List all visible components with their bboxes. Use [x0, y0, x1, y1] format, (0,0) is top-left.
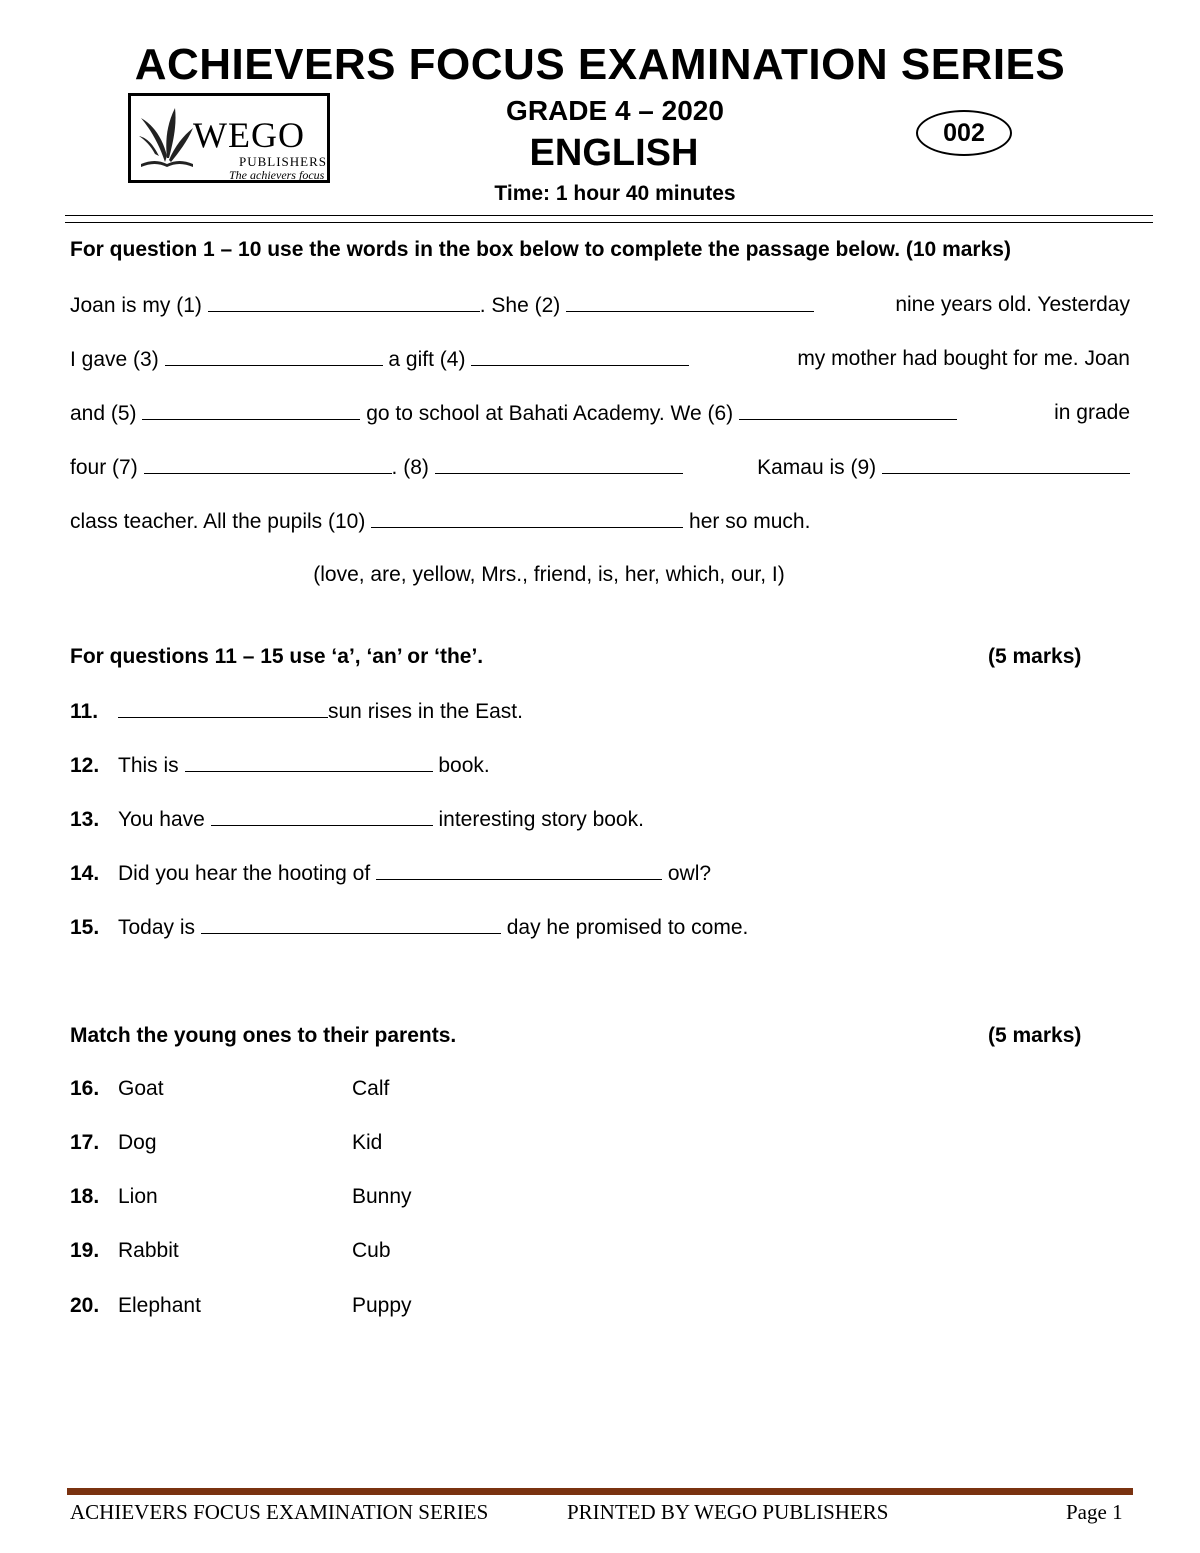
page-number: Page 1 [1066, 1500, 1123, 1524]
word-box: (love, are, yellow, Mrs., friend, is, her, which, our, I) [313, 563, 785, 586]
answer-blank-15[interactable] [201, 915, 501, 934]
passage-line-5: class teacher. All the pupils (10) her so much. [70, 510, 811, 533]
match-item-17: 17. Dog [70, 1131, 157, 1154]
passage-line-4 [70, 455, 1130, 480]
blank-8[interactable] [435, 455, 683, 474]
passage-line-1 [70, 293, 1130, 318]
blank-3[interactable] [165, 347, 383, 366]
passage-line-3 [70, 401, 1130, 426]
match-item-19: 19. Rabbit [70, 1239, 179, 1262]
match-item-20: 20. Elephant [70, 1294, 201, 1317]
answer-blank-14[interactable] [376, 861, 662, 880]
passage-text: nine years old. Yesterday [895, 293, 1130, 316]
answer-blank-12[interactable] [185, 753, 433, 772]
question-12: 12. This is book. [70, 754, 490, 777]
blank-10[interactable] [371, 509, 683, 528]
answer-blank-13[interactable] [211, 807, 433, 826]
passage-text: and (5) go to school at Bahati Academy. We (6) [70, 401, 957, 426]
passage-text: my mother had bought for me. Joan [797, 347, 1130, 370]
match-option: Cub [352, 1239, 391, 1262]
header-divider-2 [65, 222, 1153, 223]
section2-marks: (5 marks) [988, 645, 1082, 668]
footer-printed-by: PRINTED BY WEGO PUBLISHERS [567, 1500, 889, 1524]
logo-tagline: The achievers focus [229, 168, 325, 182]
grade-label: GRADE 4 – 2020 [506, 95, 724, 126]
logo-brand: WEGO [193, 115, 305, 155]
passage-text: four (7) . (8) [70, 455, 683, 480]
match-option: Calf [352, 1077, 390, 1100]
footer-series: ACHIEVERS FOCUS EXAMINATION SERIES [70, 1500, 489, 1524]
match-item-18: 18. Lion [70, 1185, 158, 1208]
time-allowed: Time: 1 hour 40 minutes [494, 182, 736, 205]
blank-5[interactable] [142, 401, 360, 420]
match-option: Kid [352, 1131, 383, 1154]
blank-2[interactable] [566, 293, 814, 312]
section1-instruction: For question 1 – 10 use the words in the box below to complete the passage below. (10 marks) [70, 238, 1011, 261]
question-14: 14. Did you hear the hooting of owl? [70, 862, 712, 885]
passage-text: Kamau is (9) [757, 455, 1130, 480]
passage-text: in grade [1054, 401, 1130, 424]
blank-4[interactable] [471, 347, 689, 366]
match-item-16: 16. Goat [70, 1077, 164, 1100]
match-option: Puppy [352, 1294, 412, 1317]
footer-bar [67, 1488, 1133, 1495]
section2-instruction: For questions 11 – 15 use ‘a’, ‘an’ or ‘the’. [70, 645, 484, 668]
header-divider [65, 215, 1153, 216]
blank-9[interactable] [882, 455, 1130, 474]
answer-blank-11[interactable] [118, 699, 328, 718]
series-title: ACHIEVERS FOCUS EXAMINATION SERIES [134, 40, 1066, 89]
match-option: Bunny [352, 1185, 412, 1208]
passage-text: I gave (3) a gift (4) [70, 347, 689, 372]
section3-marks: (5 marks) [988, 1024, 1082, 1047]
question-15: 15. Today is day he promised to come. [70, 916, 749, 939]
logo-publisher: PUBLISHERS [239, 154, 328, 169]
subject-title: ENGLISH [529, 132, 699, 174]
paper-code-badge: 002 [916, 110, 1012, 156]
question-13: 13. You have interesting story book. [70, 808, 644, 831]
section3-instruction: Match the young ones to their parents. [70, 1024, 457, 1047]
passage-line-2 [70, 347, 1130, 372]
blank-1[interactable] [208, 293, 480, 312]
blank-6[interactable] [739, 401, 957, 420]
blank-7[interactable] [144, 455, 392, 474]
question-11: 11. sun rises in the East. [70, 700, 523, 723]
passage-text: Joan is my (1) . She (2) [70, 293, 814, 318]
